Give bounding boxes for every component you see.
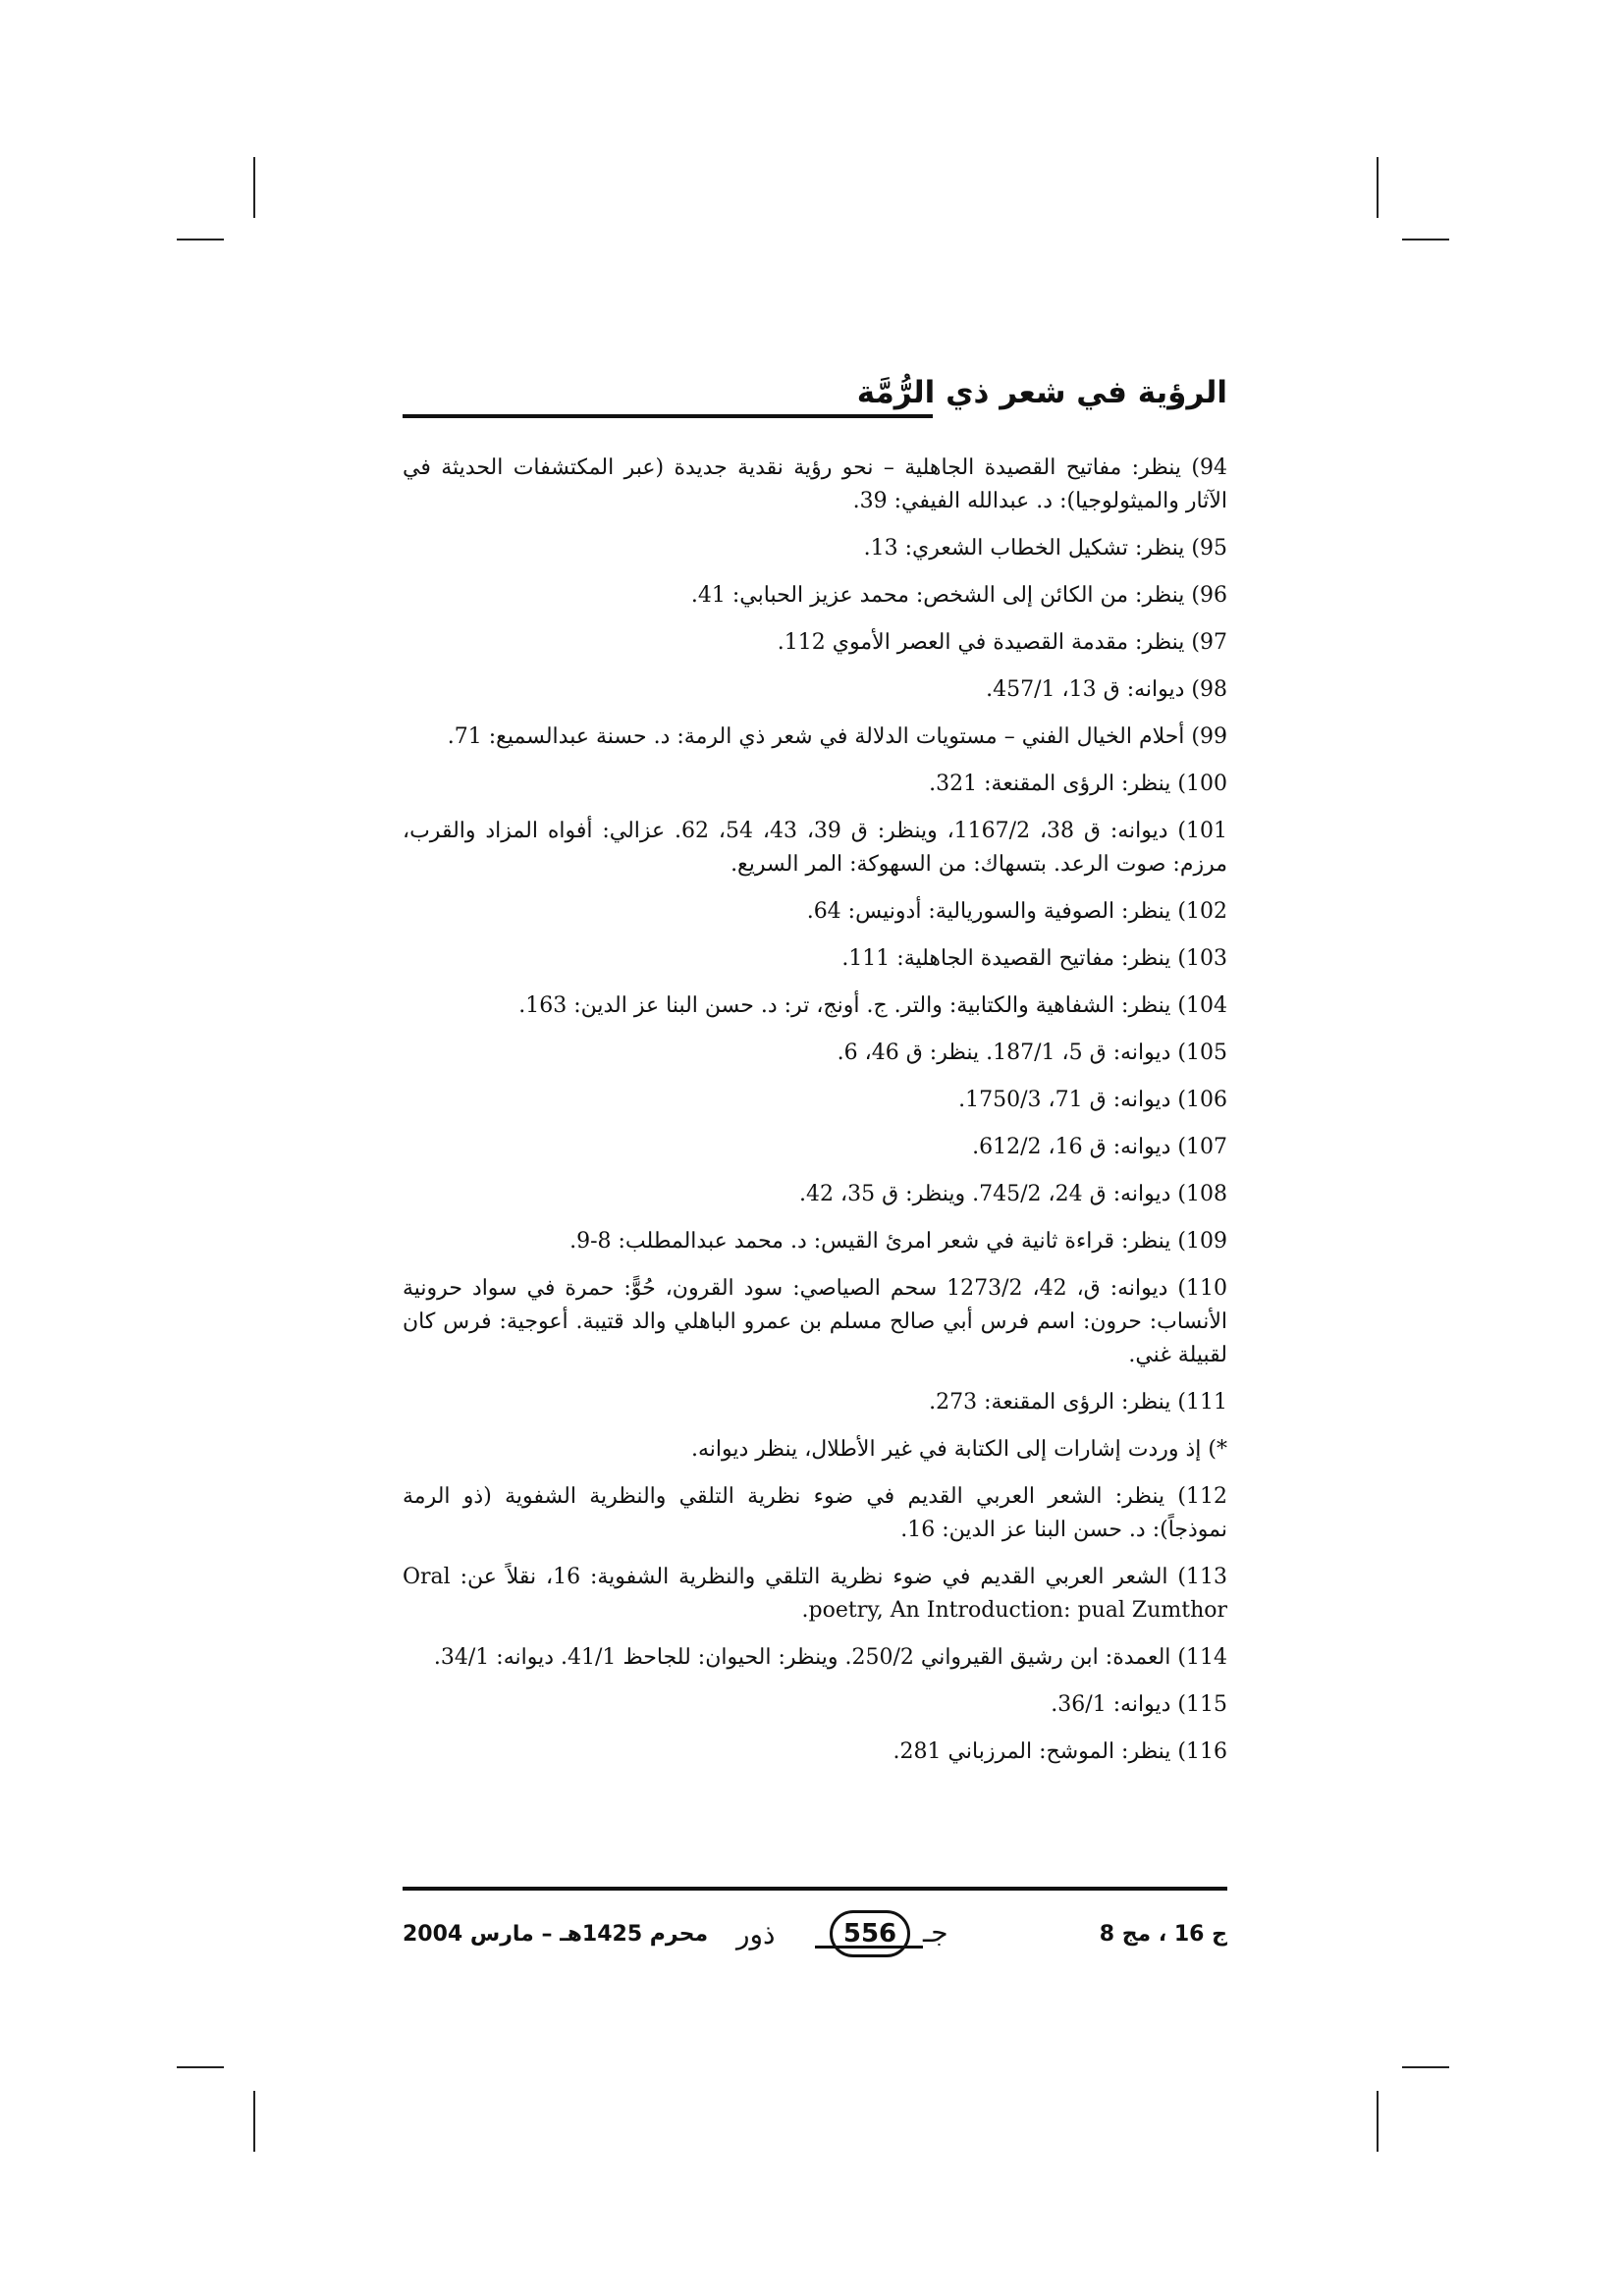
logo-word: ذور bbox=[736, 1918, 776, 1950]
endnote: 108) ديوانه: ق 24، 745/2. وينظر: ق 35، 42. bbox=[799, 1182, 1227, 1206]
endnote: 114) العمدة: ابن رشيق القيرواني 250/2. وينظر: الحيوان: للجاحظ 41/1. ديوانه: 34/1. bbox=[433, 1645, 1227, 1670]
endnote: 101) ديوانه: ق 38، 1167/2، وينظر: ق 39، 43، 54، 62. عزالي: أفواه المزاد والقرب، مرزم: صوت الرعد. بتسهاك: من السهوكة: المر السريع. bbox=[403, 819, 1228, 877]
endnote: 113) الشعر العربي القديم في ضوء نظرية التلقي والنظرية الشفوية: 16، نقلاً عن: Oral poetry, An Introduction: pual Zumthor. bbox=[403, 1565, 1227, 1623]
page-content bbox=[403, 353, 1228, 1950]
header-rule bbox=[403, 414, 933, 418]
footer-rule bbox=[403, 1887, 1227, 1891]
endnote: 104) ينظر: الشفاهية والكتابية: والتر. ج. أونج، تر: د. حسن البنا عز الدين: 163. bbox=[518, 993, 1227, 1018]
crop-mark bbox=[1377, 2091, 1379, 2152]
crop-mark bbox=[1402, 239, 1449, 240]
endnote: 96) ينظر: من الكائن إلى الشخص: محمد عزيز الحبابي: 41. bbox=[690, 583, 1227, 608]
logo-letter: جـ bbox=[923, 1916, 948, 1949]
endnote: *) إذ وردت إشارات إلى الكتابة في غير الأطلال، ينظر ديوانه. bbox=[690, 1437, 1227, 1462]
endnote: 105) ديوانه: ق 5، 187/1. ينظر: ق 46، 6. bbox=[837, 1041, 1227, 1065]
endnote: 97) ينظر: مقدمة القصيدة في العصر الأموي 112. bbox=[777, 630, 1227, 655]
endnotes-list bbox=[403, 452, 1227, 1783]
crop-mark bbox=[253, 2091, 255, 2152]
running-header bbox=[403, 373, 1227, 442]
page-title: الرؤية في شعر ذي الرُّمَّة bbox=[856, 375, 1227, 410]
endnote: 98) ديوانه: ق 13، 457/1. bbox=[986, 677, 1227, 702]
endnote: 107) ديوانه: ق 16، 612/2. bbox=[972, 1135, 1227, 1159]
crop-mark bbox=[1377, 157, 1379, 218]
crop-mark bbox=[253, 157, 255, 218]
journal-logo bbox=[736, 1908, 972, 1967]
endnote: 94) ينظر: مفاتيح القصيدة الجاهلية – نحو رؤية نقدية جديدة (عبر المكتشفات الحديثة في الآثار والميثولوجيا): د. عبدالله الفيفي: 39. bbox=[403, 455, 1227, 513]
crop-mark bbox=[177, 2066, 224, 2068]
endnote: 115) ديوانه: 36/1. bbox=[1051, 1692, 1227, 1717]
endnote: 102) ينظر: الصوفية والسوريالية: أدونيس: 64. bbox=[806, 899, 1227, 924]
issue-label: ج 16 ، مج 8 bbox=[1099, 1922, 1227, 1947]
endnote: 109) ينظر: قراءة ثانية في شعر امرئ القيس: د. محمد عبدالمطلب: 8-9. bbox=[569, 1229, 1227, 1254]
endnote: 95) ينظر: تشكيل الخطاب الشعري: 13. bbox=[863, 536, 1227, 561]
page-number: 556 bbox=[830, 1910, 910, 1957]
endnote: 106) ديوانه: ق 71، 1750/3. bbox=[958, 1088, 1227, 1112]
endnote: 100) ينظر: الرؤى المقنعة: 321. bbox=[929, 772, 1227, 796]
endnote: 110) ديوانه: ق، 42، 1273/2 سحم الصياصي: سود القرون، حُوًّ: حمرة في سواد حرونية الأنساب: حرون: اسم فرس أبي صالح مسلم بن عمرو الباهلي والد قتيبة. أعوجية: فرس كان لقبيلة غني. bbox=[403, 1276, 1228, 1367]
page-footer bbox=[403, 1908, 1227, 1977]
endnote: 103) ينظر: مفاتيح القصيدة الجاهلية: 111. bbox=[841, 946, 1227, 971]
crop-mark bbox=[177, 239, 224, 240]
issue-date: محرم 1425هـ – مارس 2004 bbox=[403, 1922, 709, 1947]
endnote: 116) ينظر: الموشح: المرزباني 281. bbox=[893, 1739, 1227, 1764]
crop-mark bbox=[1402, 2066, 1449, 2068]
endnote: 112) ينظر: الشعر العربي القديم في ضوء نظرية التلقي والنظرية الشفوية (ذو الرمة نموذجاً): د. حسن البنا عز الدين: 16. bbox=[403, 1484, 1227, 1542]
endnote: 99) أحلام الخيال الفني – مستويات الدلالة في شعر ذي الرمة: د. حسنة عبدالسميع: 71. bbox=[447, 724, 1227, 749]
endnote: 111) ينظر: الرؤى المقنعة: 273. bbox=[929, 1390, 1227, 1415]
